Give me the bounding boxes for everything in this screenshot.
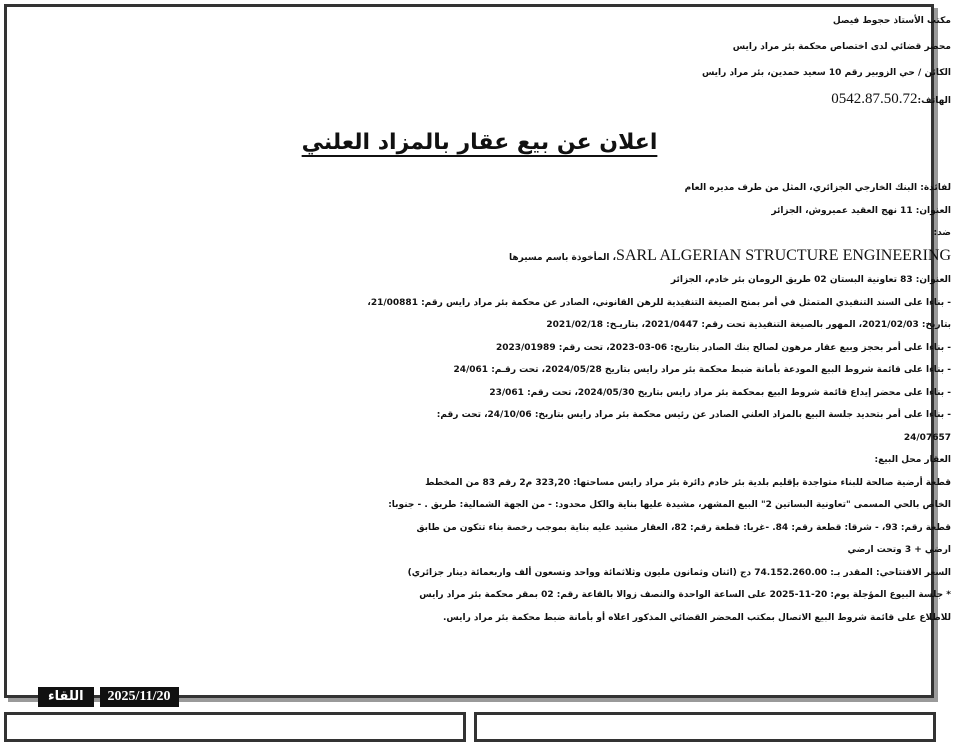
property-heading: العقار محل البيع: <box>874 455 951 465</box>
basis-line: - بناءا على قائمة شروط البيع المودعة بأمانة ضبط محكمة بئر مراد رايس بتاريخ 2024/05/28، تحت رقـم: 24/061 <box>453 365 951 375</box>
beneficiary-address: العنوان: 11 نهج العقيد عميروش، الجزائر <box>771 205 951 216</box>
defendant-desc: ، المأخوذة باسم مسيرها <box>509 252 617 263</box>
beneficiary: لفائدة: البنك الخارجي الجزائري، المثل من طرف مديره العام <box>684 183 951 193</box>
next-ad-box-left <box>4 712 466 742</box>
against-label: ضد: <box>933 228 951 238</box>
property-line: قطعة أرضية صالحة للبناء متواجدة بإقليم بلدية بئر خادم دائرة بئر مراد رايس مساحتها: 323,20 م2 رقم 83 من المخطط <box>425 477 951 488</box>
basis-line: - بناءا على أمر بحجز وبيع عقار مرهون لصالح بنك الصادر بتاريخ: 06-03-2023، تحت رقم: 2023/01989 <box>495 342 951 353</box>
basis-line: - بناءا على أمر بتحديد جلسة البيع بالمزاد العلني الصادر عن رئيس محكمة بئر مراد رايس بتاريخ: 24/10/06، تحت رقم: <box>436 410 951 420</box>
basis-line: - بناءا على محضر إيداع قائمة شروط البيع بمحكمة بئر مراد رايس بتاريخ 2024/05/30، تحت رقم: 23/061 <box>489 387 951 398</box>
property-line: الخاص بالحي المسمى "تعاونية البساتين 2" البيع المشهر، مشيدة عليها بناية والكل محدود: - من الجهة الشمالية: طريق . - جنوبا: <box>388 500 951 510</box>
bailiff-role: محضر قضائي لدى اختصاص محكمة بئر مراد رايس <box>732 42 951 52</box>
basis-line: - بناءا على السند التنفيذي المتمثل في أمر بمنح الصيغة التنفيذية للرهن القانوني، الصادر عن محكمة بئر مراد رايس رقم: 21/00881، <box>367 297 951 308</box>
defendant-address: العنوان: 83 تعاونية البستان 02 طريق الرومان بئر خادم، الجزائر <box>670 275 951 285</box>
property-line: قطعة رقم: 93، - شرقا: قطعة رقم: 84. -غربا: قطعة رقم: 82، العقار مشيد عليه بناية بموجب رخصة بناء تتكون من طابق <box>416 522 951 533</box>
newspaper-name: اللقاء <box>38 687 94 707</box>
phone-label: الهاتف: <box>917 96 951 106</box>
office-name: مكتب الأستاذ حجوط فيصل <box>832 16 951 26</box>
property-line: ارضي + 3 وتحت ارضي <box>847 545 951 555</box>
phone-number: 0542.87.50.72 <box>831 91 918 107</box>
next-ad-box-right <box>474 712 936 742</box>
office-address: الكائن / حي الزوبير رقم 10 سعيد حمدين، بئر مراد رايس <box>701 68 951 78</box>
basis-line: 24/07657 <box>903 432 951 443</box>
phone-line <box>8 86 951 114</box>
contact-info: للاطلاع على قائمة شروط البيع الاتصال بمكتب المحضر القضائي المذكور اعلاه أو بأمانة ضبط محكمة بئر مراد رايس. <box>442 612 951 623</box>
publication-date: 2025/11/20 <box>100 687 179 707</box>
defendant <box>8 245 951 270</box>
footer-bar <box>38 687 179 707</box>
opening-price: السعر الافتتاحي: المقدر بـ: 74.152.260.00 دج (اثنان وثمانون مليون وثلاثمائة وواحد وتسعون ألف واربعمائة دينار جزائري) <box>407 567 951 578</box>
page-title: اعلان عن بيع عقار بالمزاد العلني <box>301 130 658 155</box>
basis-line: بتاريخ: 2021/02/03، المهور بالصيغة التنفيذية تحت رقم: 2021/0447، بتاريـخ: 2021/02/18 <box>546 320 951 330</box>
session-date: * جلسة البيوع المؤجلة يوم: 20-11-2025 على الساعة الواحدة والنصف زوالا بالقاعة رقم: 02 بمقر محكمة بئر مراد رايس <box>419 590 951 600</box>
announcement-content <box>8 8 951 629</box>
defendant-company: SARL ALGERIAN STRUCTURE ENGINEERING <box>616 246 951 264</box>
